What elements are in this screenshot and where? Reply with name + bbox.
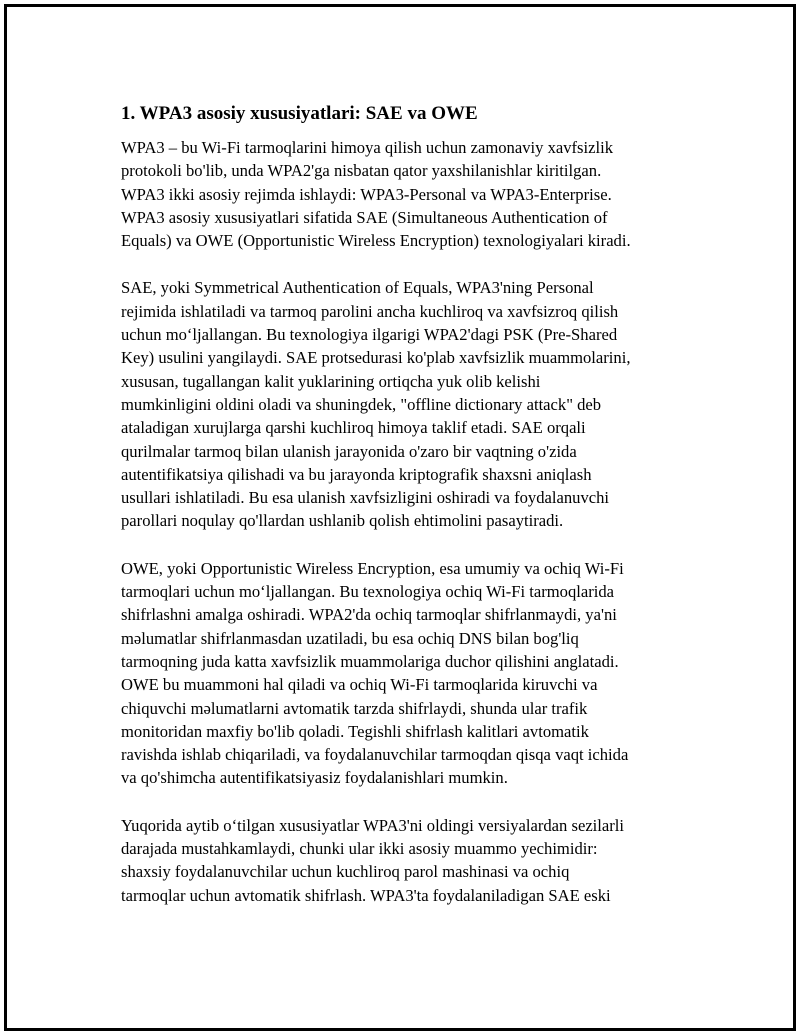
section-heading: 1. WPA3 asosiy xususiyatlari: SAE va OWE <box>121 103 478 124</box>
text-line: OWE, yoki Opportunistic Wireless Encryption, esa umumiy va ochiq Wi-Fi <box>121 558 624 578</box>
text-line: usullari ishlatiladi. Bu esa ulanish xavfsizligini oshiradi va foydalanuvchi <box>121 488 610 508</box>
text-line: darajada mustahkamlaydi, chunki ular ikki asosiy muammo yechimidir: <box>121 839 598 859</box>
text-line: WPA3 – bu Wi-Fi tarmoqlarini himoya qilish uchun zamonaviy xavfsizlik <box>121 138 614 157</box>
text-line: tarmoqlari uchun moʻljallangan. Bu texnologiya ochiq Wi-Fi tarmoqlarida <box>121 582 615 602</box>
text-line: OWE bu muammoni hal qiladi va ochiq Wi-Fi tarmoqlarida kiruvchi va <box>121 675 598 695</box>
text-line: autentifikatsiya qilishadi va bu jarayonda kriptografik shaxsni aniqlash <box>121 464 592 484</box>
paragraph-summary <box>121 814 701 907</box>
paragraph-sae <box>121 276 701 532</box>
text-line: protokoli bo'lib, unda WPA2'ga nisbatan qator yaxshilanishlar kiritilgan. <box>121 161 602 181</box>
paragraph-owe <box>121 557 701 790</box>
text-line: ataladigan xurujlarga qarshi kuchliroq himoya taklif etadi. SAE orqali <box>121 418 586 438</box>
text-line: parollari noqulay qo'llardan ushlanib qolish ehtimolini pasaytiradi. <box>121 511 564 531</box>
text-line: Yuqorida aytib oʻtilgan xususiyatlar WPA3'ni oldingi versiyalardan sezilarli <box>121 815 625 835</box>
text-line: Equals) va OWE (Opportunistic Wireless Encryption) texnologiyalari kiradi. <box>121 231 631 251</box>
text-line: shifrlashni amalga oshiradi. WPA2'da ochiq tarmoqlar shifrlanmaydi, ya'ni <box>121 605 617 625</box>
text-line: WPA3 asosiy xususiyatlari sifatida SAE (Simultaneous Authentication of <box>121 207 608 227</box>
text-line: monitoridan maxfiy bo'lib qoladi. Tegishli shifrlash kalitlari avtomatik <box>121 721 589 741</box>
text-line: mumkinligini oldini oladi va shuningdek, "offline dictionary attack" deb <box>121 394 602 414</box>
text-line: ravishda ishlab chiqariladi, va foydalanuvchilar tarmoqdan qisqa vaqt ichida <box>121 745 629 765</box>
text-line: uchun moʻljallangan. Bu texnologiya ilgarigi WPA2'dagi PSK (Pre-Shared <box>121 325 618 345</box>
text-line: tarmoqlar uchun avtomatik shifrlash. WPA3'ta foydalaniladigan SAE eski <box>121 885 611 905</box>
text-line: shaxsiy foydalanuvchilar uchun kuchliroq parol mashinasi va ochiq <box>121 862 570 882</box>
paragraph-intro <box>121 136 701 252</box>
text-line: WPA3 ikki asosiy rejimda ishlaydi: WPA3-Personal va WPA3-Enterprise. <box>121 184 612 204</box>
text-line: rejimida ishlatiladi va tarmoq parolini ancha kuchliroq va xavfsizroq qilish <box>121 301 619 321</box>
text-line: SAE, yoki Symmetrical Authentication of Equals, WPA3'ning Personal <box>121 278 594 298</box>
text-line: Key) usulini yangilaydi. SAE protsedurasi ko'plab xavfsizlik muammolarini, <box>121 348 631 368</box>
text-line: chiquvchi məlumatlarni avtomatik tarzda shifrlaydi, shunda ular trafik <box>121 698 588 718</box>
text-line: tarmoqning juda katta xavfsizlik muammolariga duchor qilishini anglatadi. <box>121 651 619 671</box>
text-line: xususan, tugallangan kalit yuklarining ortiqcha yuk olib kelishi <box>121 371 541 391</box>
page-frame <box>4 4 796 1031</box>
text-line: qurilmalar tarmoq bilan ulanish jarayonida o'zaro bir vaqtning o'zida <box>121 441 577 461</box>
text-line: va qo'shimcha autentifikatsiyasiz foydalanishlari mumkin. <box>121 768 508 788</box>
document-body <box>121 101 701 931</box>
text-line: məlumatlar shifrlanmasdan uzatiladi, bu esa ochiq DNS bilan bog'liq <box>121 628 579 648</box>
